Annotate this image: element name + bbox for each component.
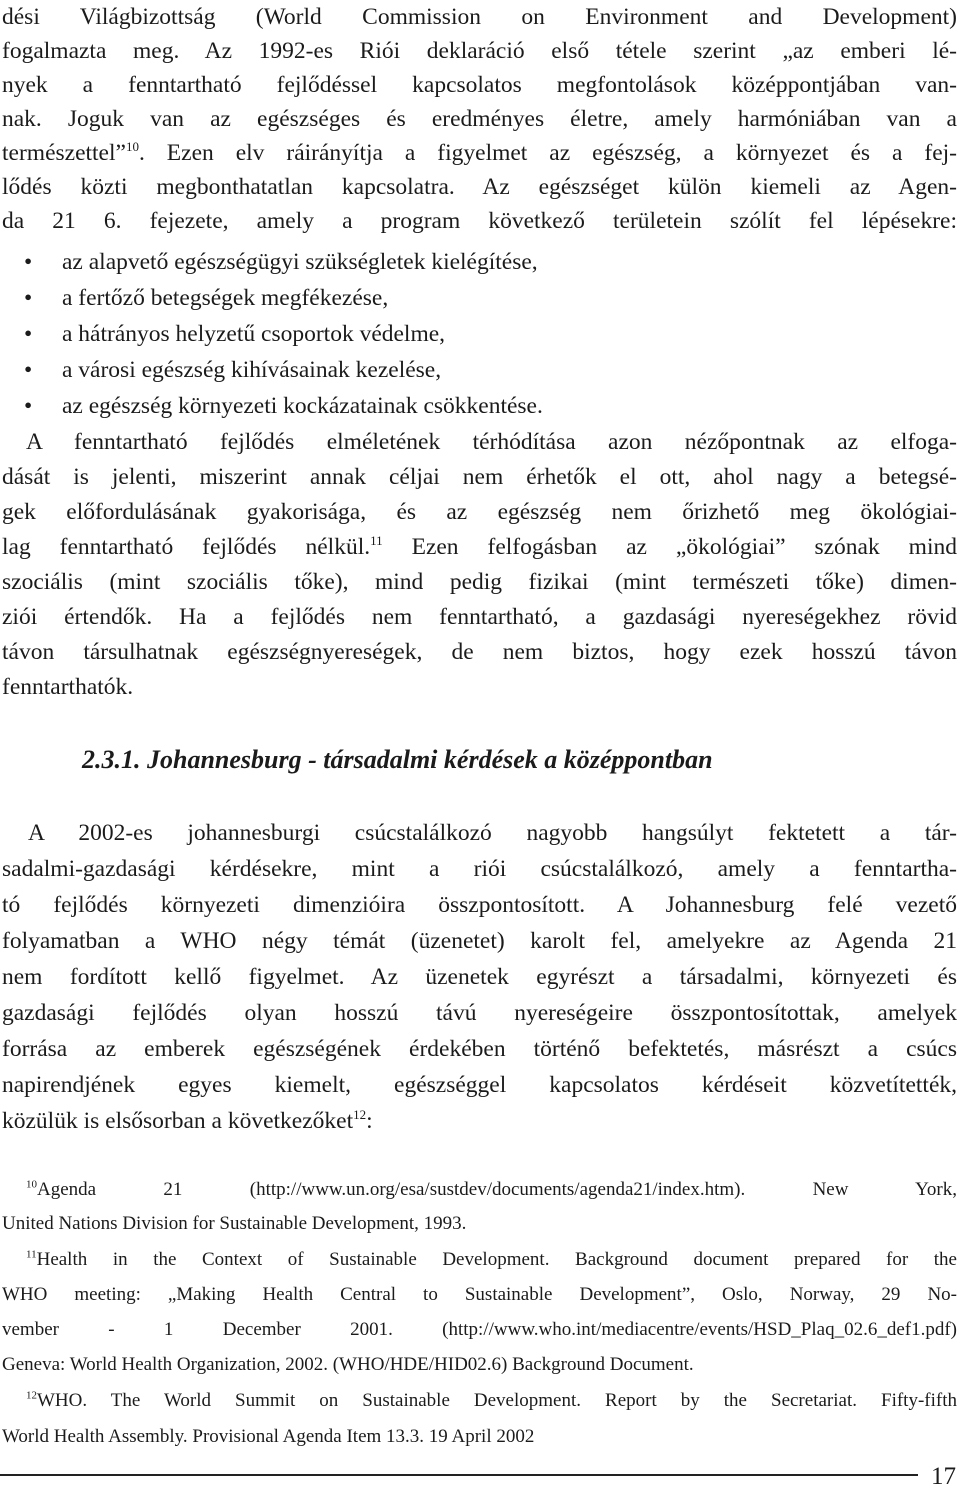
- footnote-text: WHO. The World Summit on Sustainable Development. Report by the Secretariat. Fifty-fifth: [37, 1390, 957, 1411]
- text-line: da 21 6. fejezete, amely a program következő területein szólít fel lépésekre:: [2, 208, 957, 234]
- text-line: ziói értendők. Ha a fejlődés nem fenntartható, a gazdasági nyereségekhez rövid: [2, 604, 957, 630]
- text-line: nem fordított kellő figyelmet. Az üzenetek egyrészt a társadalmi, környezeti és: [2, 964, 957, 990]
- text-fragment: Ezen felfogásban az „ökológiai” szónak mind: [382, 534, 957, 560]
- list-item: az alapvető egészségügyi szükségletek kielégítése,: [62, 249, 538, 275]
- text-line: sadalmi-gazdasági kérdésekre, mint a riói csúcstalálkozó, amely a fenntartha-: [2, 856, 957, 882]
- text-fragment: :: [366, 1108, 373, 1134]
- footnote-text: Health in the Context of Sustainable Development. Background document prepared for the: [36, 1249, 957, 1270]
- footnote-11-cont: vember - 1 December 2001. (http://www.who.int/mediacentre/events/HSD_Plaq_02.6_def1.pdf): [2, 1319, 957, 1340]
- footnote-text: Agenda 21 (http://www.un.org/esa/sustdev/documents/agenda21/index.htm). New York,: [37, 1179, 957, 1200]
- text-line: A 2002-es johannesburgi csúcstalálkozó nagyobb hangsúlyt fektetett a tár-: [28, 820, 957, 846]
- footnote-11-cont: Geneva: World Health Organization, 2002. (WHO/HDE/HID02.6) Background Document.: [2, 1354, 694, 1375]
- text-line: dési Világbizottság (World Commission on Environment and Development): [2, 4, 957, 30]
- footnote-ref-10[interactable]: 10: [125, 139, 139, 155]
- bullet-icon: •: [24, 321, 33, 347]
- footnote-11-cont: WHO meeting: „Making Health Central to Sustainable Development”, Oslo, Norway, 29 No-: [2, 1284, 957, 1305]
- bullet-icon: •: [24, 285, 33, 311]
- bullet-icon: •: [24, 249, 33, 275]
- text-fragment: . Ezen elv ráirányítja a figyelmet az egészség, a környezet és a fej-: [138, 140, 957, 166]
- text-line: szociális (mint szociális tőke), mind pedig fizikai (mint természeti tőke) dimen-: [2, 569, 957, 595]
- list-item: a fertőző betegségek megfékezése,: [62, 285, 389, 311]
- footnote-ref-11[interactable]: 11: [370, 533, 383, 549]
- text-line: gazdasági fejlődés olyan hosszú távú nyereségeire összpontosítottak, amelyek: [2, 1000, 957, 1026]
- text-line: A fenntartható fejlődés elméletének térhódítása azon nézőpontnak az elfoga-: [26, 429, 957, 455]
- list-item: a városi egészség kihívásainak kezelése,: [62, 357, 442, 383]
- bullet-icon: •: [24, 357, 33, 383]
- text-fragment: lag fenntartható fejlődés nélkül.: [2, 534, 371, 560]
- text-line: forrása az emberek egészségének érdekében történő befektetés, másrészt a csúcs: [2, 1036, 957, 1062]
- text-line: nak. Joguk van az egészséges és eredményes életre, amely harmóniában van a: [2, 106, 957, 132]
- text-line: folyamatban a WHO négy témát (üzenetet) karolt fel, amelyekre az Agenda 21: [2, 928, 957, 954]
- footnote-number: 11: [26, 1248, 37, 1261]
- text-line: lődés közti megbonthatatlan kapcsolatra. Az egészséget külön kiemeli az Agen-: [2, 174, 957, 200]
- page-number: 17: [931, 1463, 956, 1490]
- footnote-number: 10: [26, 1178, 37, 1191]
- list-item: a hátrányos helyzetű csoportok védelme,: [62, 321, 446, 347]
- text-line: nyek a fenntartható fejlődéssel kapcsolatos megfontolások középpontjában van-: [2, 72, 957, 98]
- footnote-11: [26, 1246, 957, 1274]
- footnote-12-cont: World Health Assembly. Provisional Agenda Item 13.3. 19 April 2002: [2, 1426, 535, 1447]
- text-line: napirendjének egyes kiemelt, egészséggel kapcsolatos kérdéseit közvetítették,: [2, 1072, 957, 1098]
- footnote-10-cont: United Nations Division for Sustainable Development, 1993.: [2, 1213, 467, 1234]
- text-line: tó fejlődés környezeti dimenzióira összpontosított. A Johannesburg felé vezető: [2, 892, 957, 918]
- list-item: az egészség környezeti kockázatainak csökkentése.: [62, 393, 543, 419]
- footnote-ref-12[interactable]: 12: [353, 1107, 367, 1123]
- text-line: [2, 136, 957, 170]
- text-fragment: természettel”: [2, 140, 126, 166]
- text-line: fogalmazta meg. Az 1992-es Riói deklaráció első tétele szerint „az emberi lé-: [2, 38, 957, 64]
- footnote-10: [26, 1176, 957, 1204]
- text-line: dását is jelenti, miszerint annak céljai nem érhetők el ott, ahol nagy a betegsé-: [2, 464, 957, 490]
- text-line: fenntarthatók.: [2, 674, 134, 700]
- section-heading: 2.3.1. Johannesburg - társadalmi kérdések a középpontban: [82, 745, 713, 774]
- text-line: [2, 1104, 957, 1138]
- bullet-icon: •: [24, 393, 33, 419]
- footer-rule: [0, 1474, 918, 1476]
- text-fragment: közülük is elsősorban a következőket: [2, 1108, 354, 1134]
- footnote-12: [26, 1387, 957, 1415]
- text-line: távon társulhatnak egészségnyereségek, de nem biztos, hogy ezek hosszú távon: [2, 639, 957, 665]
- text-line: [2, 530, 957, 564]
- text-line: gek előfordulásának gyakorisága, és az egészség nem őrizhető meg ökológiai-: [2, 499, 957, 525]
- footnote-number: 12: [26, 1389, 37, 1402]
